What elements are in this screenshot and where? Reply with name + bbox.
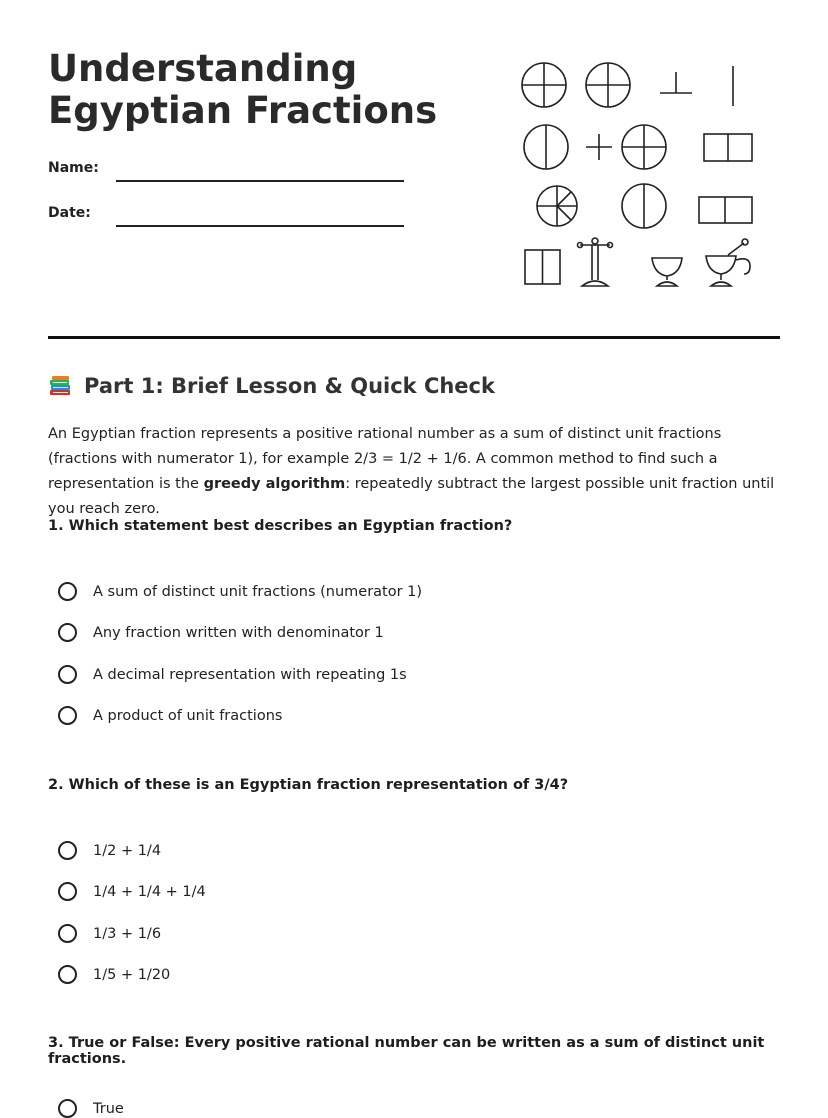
lesson-text-start: An Egyptian fraction represents a positive rational number as a sum of distinct unit fractions (fractions with numerator 1), for example 2/3 = 1/2 + 1/6. A common method to find such a representation is the: [48, 426, 722, 492]
mortar-icon: [706, 239, 750, 286]
option-label: True: [93, 1100, 124, 1117]
circle-vertical-icon: [524, 125, 568, 169]
question-2: 2. Which of these is an Egyptian fraction representation of 3/4?: [48, 777, 569, 793]
radio-button[interactable]: [58, 924, 77, 943]
circle-vertical-icon: [622, 184, 666, 228]
option-label: Any fraction written with denominator 1: [93, 624, 384, 641]
name-label: Name:: [48, 160, 99, 176]
radio-button[interactable]: [58, 623, 77, 642]
option-label: A product of unit fractions: [93, 707, 283, 724]
rectangle-split-icon: [704, 134, 752, 161]
date-line[interactable]: [116, 225, 404, 227]
option-label: 1/4 + 1/4 + 1/4: [93, 883, 206, 900]
circle-cross-icon: [622, 125, 666, 169]
circle-cross-icon: [586, 63, 630, 107]
option-q1-a[interactable]: [58, 582, 422, 601]
page-title: Understanding Egyptian Fractions: [48, 47, 438, 132]
books-icon: [48, 374, 72, 398]
option-label: A sum of distinct unit fractions (numerator 1): [93, 583, 423, 600]
radio-button[interactable]: [58, 882, 77, 901]
option-q1-c[interactable]: [58, 665, 407, 684]
option-label: 1/5 + 1/20: [93, 966, 171, 983]
part-1-title: Part 1: Brief Lesson & Quick Check: [84, 374, 495, 398]
option-q2-c[interactable]: [58, 924, 161, 943]
radio-button[interactable]: [58, 841, 77, 860]
radio-button[interactable]: [58, 965, 77, 984]
date-label: Date:: [48, 205, 91, 221]
balance-stand-icon: [578, 238, 613, 286]
circle-wheel-icon: [537, 186, 577, 226]
lesson-paragraph: [48, 422, 780, 522]
option-q2-a[interactable]: [58, 841, 161, 860]
circle-cross-icon: [522, 63, 566, 107]
option-label: A decimal representation with repeating 1s: [93, 666, 407, 683]
rectangle-split-icon: [699, 197, 752, 223]
option-q1-d[interactable]: [58, 706, 282, 725]
option-label: 1/2 + 1/4: [93, 842, 162, 859]
radio-button[interactable]: [58, 706, 77, 725]
name-line[interactable]: [116, 180, 404, 182]
section-divider: [48, 336, 780, 339]
inverted-t-icon: [660, 72, 692, 93]
square-split-icon: [525, 250, 560, 284]
option-q1-b[interactable]: [58, 623, 384, 642]
question-3: 3. True or False: Every positive rational number can be written as a sum of distinct unit fractions.: [48, 1035, 765, 1067]
option-label: 1/3 + 1/6: [93, 925, 162, 942]
plus-icon: [586, 134, 612, 160]
question-1: 1. Which statement best describes an Egyptian fraction?: [48, 518, 513, 534]
hieroglyph-fraction-illustration: [518, 60, 778, 295]
radio-button[interactable]: [58, 1099, 77, 1118]
option-q2-b[interactable]: [58, 882, 206, 901]
cup-icon: [652, 258, 682, 286]
lesson-bold-term: greedy algorithm: [203, 476, 346, 492]
radio-button[interactable]: [58, 582, 77, 601]
part-1-heading: [48, 374, 495, 398]
radio-button[interactable]: [58, 665, 77, 684]
option-q2-d[interactable]: [58, 965, 170, 984]
option-q3-a[interactable]: [58, 1099, 124, 1118]
lesson-text-end: : repeatedly subtract the largest possible unit fraction until you reach zero.: [48, 476, 775, 517]
